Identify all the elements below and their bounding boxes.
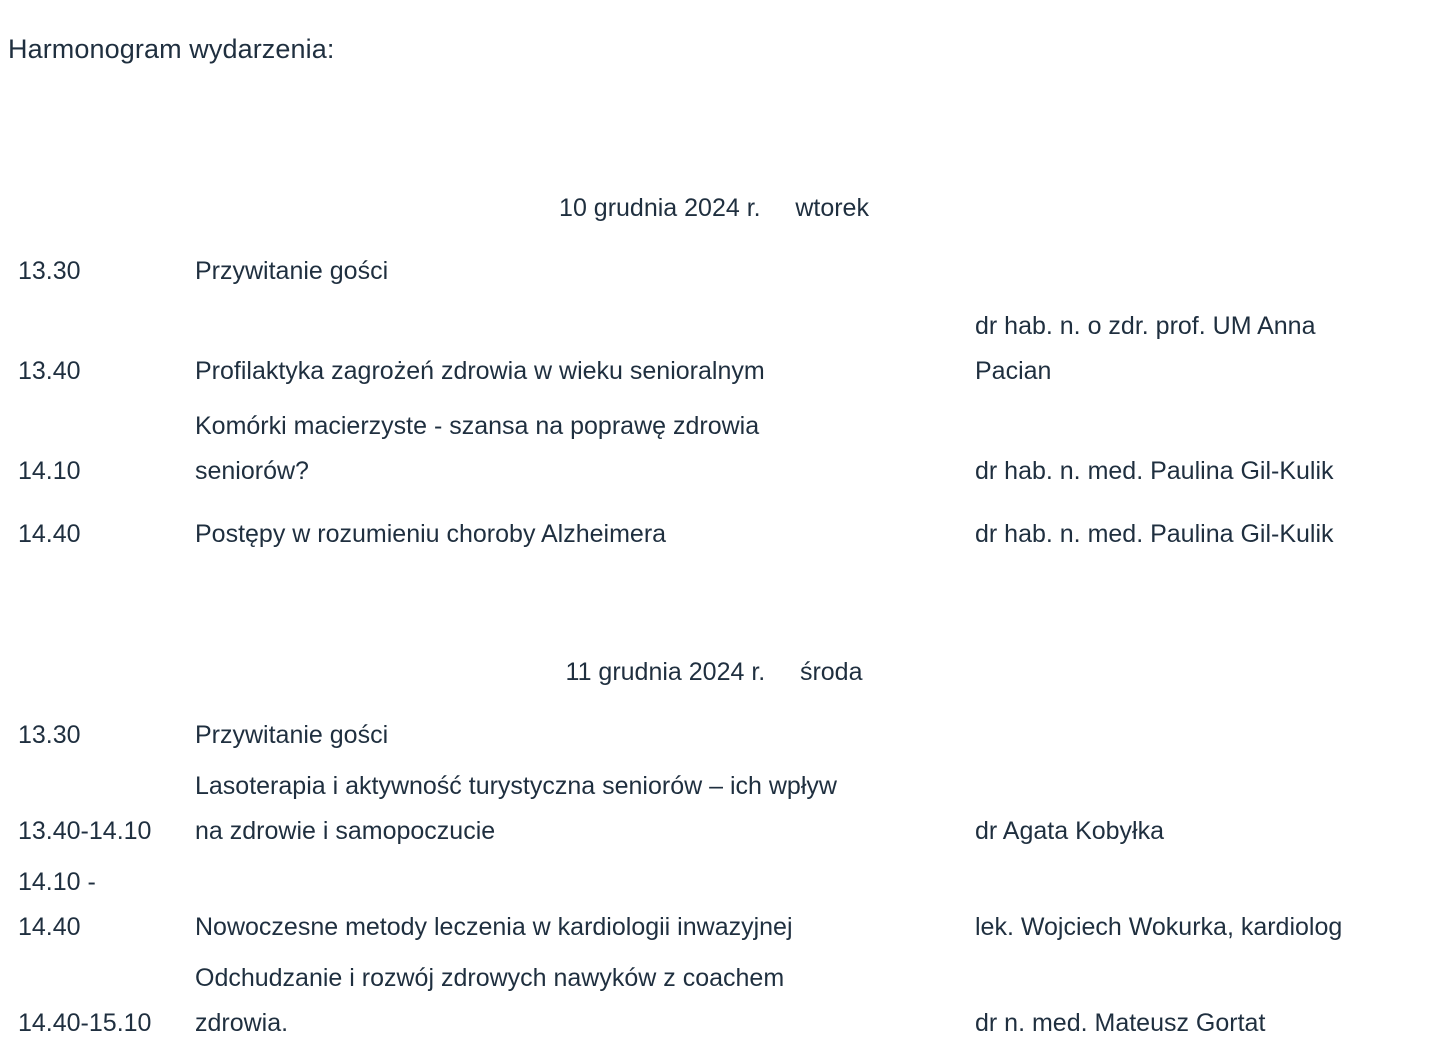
cell-topic: [185, 954, 965, 1050]
spacer-cell-speaker: [965, 561, 1420, 636]
cell-time: [8, 498, 185, 561]
topic-line-2: na zdrowie i samopoczucie: [195, 817, 496, 845]
time-value: 13.30: [18, 257, 81, 285]
cell-speaker: [965, 699, 1420, 762]
table-row: [8, 762, 1420, 858]
table-row: [8, 235, 1420, 298]
topic-line: Przywitanie gości: [195, 257, 389, 285]
topic-line-1: Odchudzanie i rozwój zdrowych nawyków z coachem: [195, 964, 785, 992]
table-row: [8, 498, 1420, 561]
speaker-line-2: Pacian: [975, 357, 1052, 385]
spacer-cell-topic: [185, 561, 965, 636]
time-value: 14.40: [18, 520, 81, 548]
speaker-line: dr hab. n. med. Paulina Gil-Kulik: [975, 457, 1334, 485]
time-value-line-2: 14.40: [18, 913, 81, 941]
cell-time: [8, 954, 185, 1050]
topic-line-2: zdrowia.: [195, 1009, 289, 1037]
time-value: 14.10: [18, 457, 81, 485]
cell-speaker: [965, 858, 1420, 954]
cell-speaker: [965, 235, 1420, 298]
time-value-line-1: 14.10 -: [18, 868, 96, 896]
speaker-line: dr Agata Kobyłka: [975, 817, 1165, 845]
cell-time: [8, 398, 185, 498]
speaker-line: dr hab. n. med. Paulina Gil-Kulik: [975, 520, 1334, 548]
day-header-label: 11 grudnia 2024 r. środa: [565, 658, 863, 686]
time-value: 13.40-14.10: [18, 817, 152, 845]
cell-topic: [185, 858, 965, 954]
cell-time: [8, 699, 185, 762]
table-row: [8, 699, 1420, 762]
table-row: [8, 954, 1420, 1050]
table-row: [8, 398, 1420, 498]
day-header-row: [8, 636, 1420, 699]
cell-time: [8, 858, 185, 954]
topic-line: Postępy w rozumieniu choroby Alzheimera: [195, 520, 667, 548]
time-value: 13.30: [18, 721, 81, 749]
schedule-table: [8, 172, 1420, 1050]
topic-line-2: seniorów?: [195, 457, 309, 485]
topic-line-1: Lasoterapia i aktywność turystyczna seniorów – ich wpływ: [195, 772, 837, 800]
cell-time: [8, 298, 185, 398]
cell-speaker: [965, 762, 1420, 858]
cell-time: [8, 235, 185, 298]
cell-speaker: [965, 498, 1420, 561]
topic-line-1: Komórki macierzyste - szansa na poprawę zdrowia: [195, 412, 760, 440]
cell-speaker: [965, 298, 1420, 398]
cell-topic: [185, 298, 965, 398]
cell-topic: [185, 762, 965, 858]
speaker-line: lek. Wojciech Wokurka, kardiolog: [975, 913, 1343, 941]
cell-topic: [185, 398, 965, 498]
day-header-label: 10 grudnia 2024 r. wtorek: [559, 194, 869, 222]
time-value: 14.40-15.10: [18, 1009, 152, 1037]
table-row: [8, 858, 1420, 954]
day-header-row: [8, 172, 1420, 235]
cell-topic: [185, 699, 965, 762]
spacer-row: [8, 561, 1420, 636]
time-value: 13.40: [18, 357, 81, 385]
speaker-line: dr n. med. Mateusz Gortat: [975, 1009, 1266, 1037]
topic-line: Nowoczesne metody leczenia w kardiologii inwazyjnej: [195, 913, 793, 941]
cell-topic: [185, 498, 965, 561]
cell-time: [8, 762, 185, 858]
table-row: [8, 298, 1420, 398]
cell-speaker: [965, 954, 1420, 1050]
topic-line: Przywitanie gości: [195, 721, 389, 749]
cell-speaker: [965, 398, 1420, 498]
spacer-cell-time: [8, 561, 185, 636]
speaker-line-1: dr hab. n. o zdr. prof. UM Anna: [975, 312, 1316, 340]
page-title: Harmonogram wydarzenia:: [8, 34, 335, 64]
cell-topic: [185, 235, 965, 298]
topic-line: Profilaktyka zagrożeń zdrowia w wieku senioralnym: [195, 357, 765, 385]
